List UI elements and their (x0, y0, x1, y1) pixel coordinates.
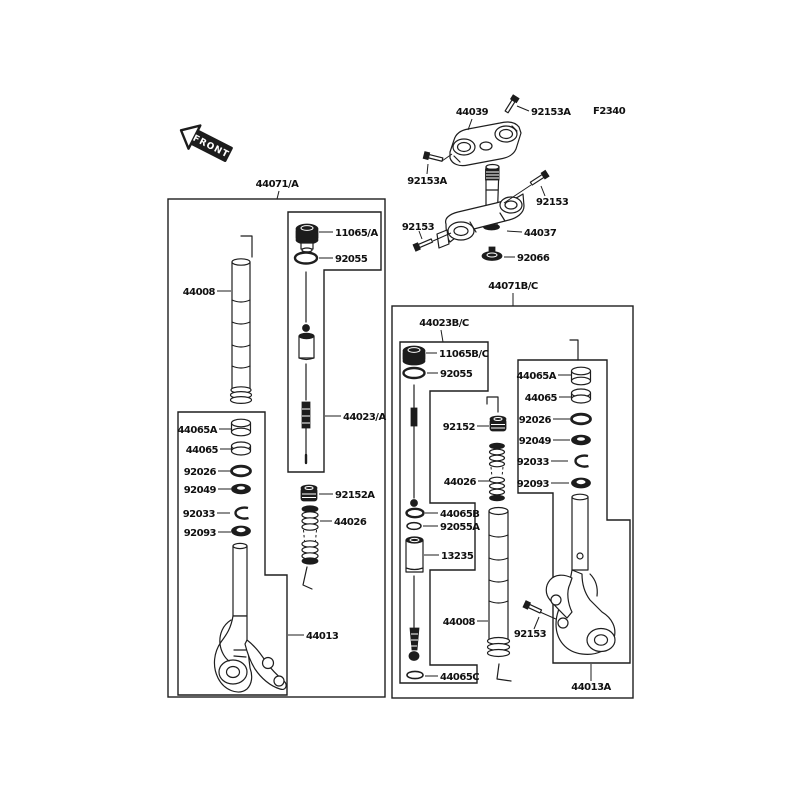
left-fork-cap-drawing (296, 224, 318, 252)
part-label-92066: 92066 (517, 253, 550, 264)
upper-triple-clamp-drawing (450, 122, 521, 166)
part-label-44026-left: 44026 (334, 517, 367, 528)
part-label-92033-left: 92033 (182, 509, 215, 520)
part-label-92049-right: 92049 (518, 436, 551, 447)
right-cylinder-unit-drawing (406, 509, 424, 679)
group-label-44023bc: 44023B/C (419, 318, 469, 329)
part-label-44065c: 44065C (440, 672, 480, 683)
right-seal-stack-drawing (570, 340, 591, 488)
right-fork-lower-drawing (546, 494, 615, 654)
bolt-92153-left-stem (413, 237, 433, 251)
left-inner-tube-drawing (231, 236, 253, 403)
part-label-44065a-right: 44065A (516, 371, 556, 382)
part-label-92055a: 92055A (440, 522, 480, 533)
right-inner-tube-drawing (488, 508, 512, 682)
right-spring-seat-drawing (487, 397, 506, 431)
right-oring-drawing (404, 368, 425, 378)
bolt-92153-bottom (523, 601, 542, 615)
group-label-44071a: 44071/A (255, 179, 299, 190)
part-label-92153-right: 92153 (536, 197, 569, 208)
left-spring-drawing (302, 506, 318, 589)
group-label-44071bc: 44071B/C (488, 281, 538, 292)
bolt-92153a-left (423, 152, 443, 163)
part-label-44065a-left: 44065A (177, 425, 217, 436)
part-label-92153a-left: 92153A (407, 176, 447, 187)
part-label-13235: 13235 (441, 551, 474, 562)
part-label-92093-left: 92093 (183, 528, 216, 539)
bolt-92153a-top (504, 95, 519, 114)
part-label-44008-left: 44008 (182, 287, 215, 298)
front-arrow-label: FRONT (190, 133, 231, 161)
lower-triple-clamp-drawing (437, 165, 524, 261)
part-label-44013a: 44013A (571, 682, 611, 693)
part-label-44065b: 44065B (440, 509, 480, 520)
part-label-92049-left: 92049 (183, 485, 216, 496)
part-label-92055-right: 92055 (440, 369, 473, 380)
left-spring-seat-drawing (301, 485, 317, 501)
part-label-92153a-top: 92153A (531, 107, 571, 118)
part-label-92055-left: 92055 (335, 254, 368, 265)
part-label-11065bc: 11065B/C (439, 349, 489, 360)
part-label-92093-right: 92093 (516, 479, 549, 490)
part-label-44065-left: 44065 (185, 445, 218, 456)
part-label-92033-right: 92033 (516, 457, 549, 468)
part-label-44039: 44039 (455, 107, 489, 118)
front-direction-arrow (175, 119, 235, 167)
part-label-92026-right: 92026 (518, 415, 551, 426)
page-code: F2340 (593, 106, 626, 117)
part-label-44008-right: 44008 (442, 617, 475, 628)
part-label-44037: 44037 (524, 228, 557, 239)
part-label-44013: 44013 (306, 631, 339, 642)
right-fork-group (392, 281, 633, 698)
part-label-44023a: 44023/A (343, 412, 386, 423)
part-label-92026-left: 92026 (183, 467, 216, 478)
left-damper-rod-drawing (299, 272, 314, 463)
bolt-92153-right (529, 170, 549, 186)
part-label-92152: 92152 (442, 422, 475, 433)
left-seal-stack-drawing (232, 419, 251, 536)
part-label-92153-bottom: 92153 (513, 629, 547, 640)
part-label-92153-left: 92153 (401, 222, 435, 233)
right-fork-cap-drawing (403, 346, 425, 365)
left-oring-drawing (295, 253, 317, 264)
part-label-44065-right: 44065 (524, 393, 557, 404)
left-fork-lower-drawing (214, 543, 286, 692)
right-damper-rod-drawing (411, 385, 418, 507)
part-label-92152a: 92152A (335, 490, 375, 501)
steering-stem-assembly (402, 95, 626, 264)
right-spring-drawing (490, 443, 505, 501)
part-label-11065a: 11065/A (335, 228, 378, 239)
left-fork-group (168, 179, 386, 697)
part-label-44026-right: 44026 (443, 477, 476, 488)
